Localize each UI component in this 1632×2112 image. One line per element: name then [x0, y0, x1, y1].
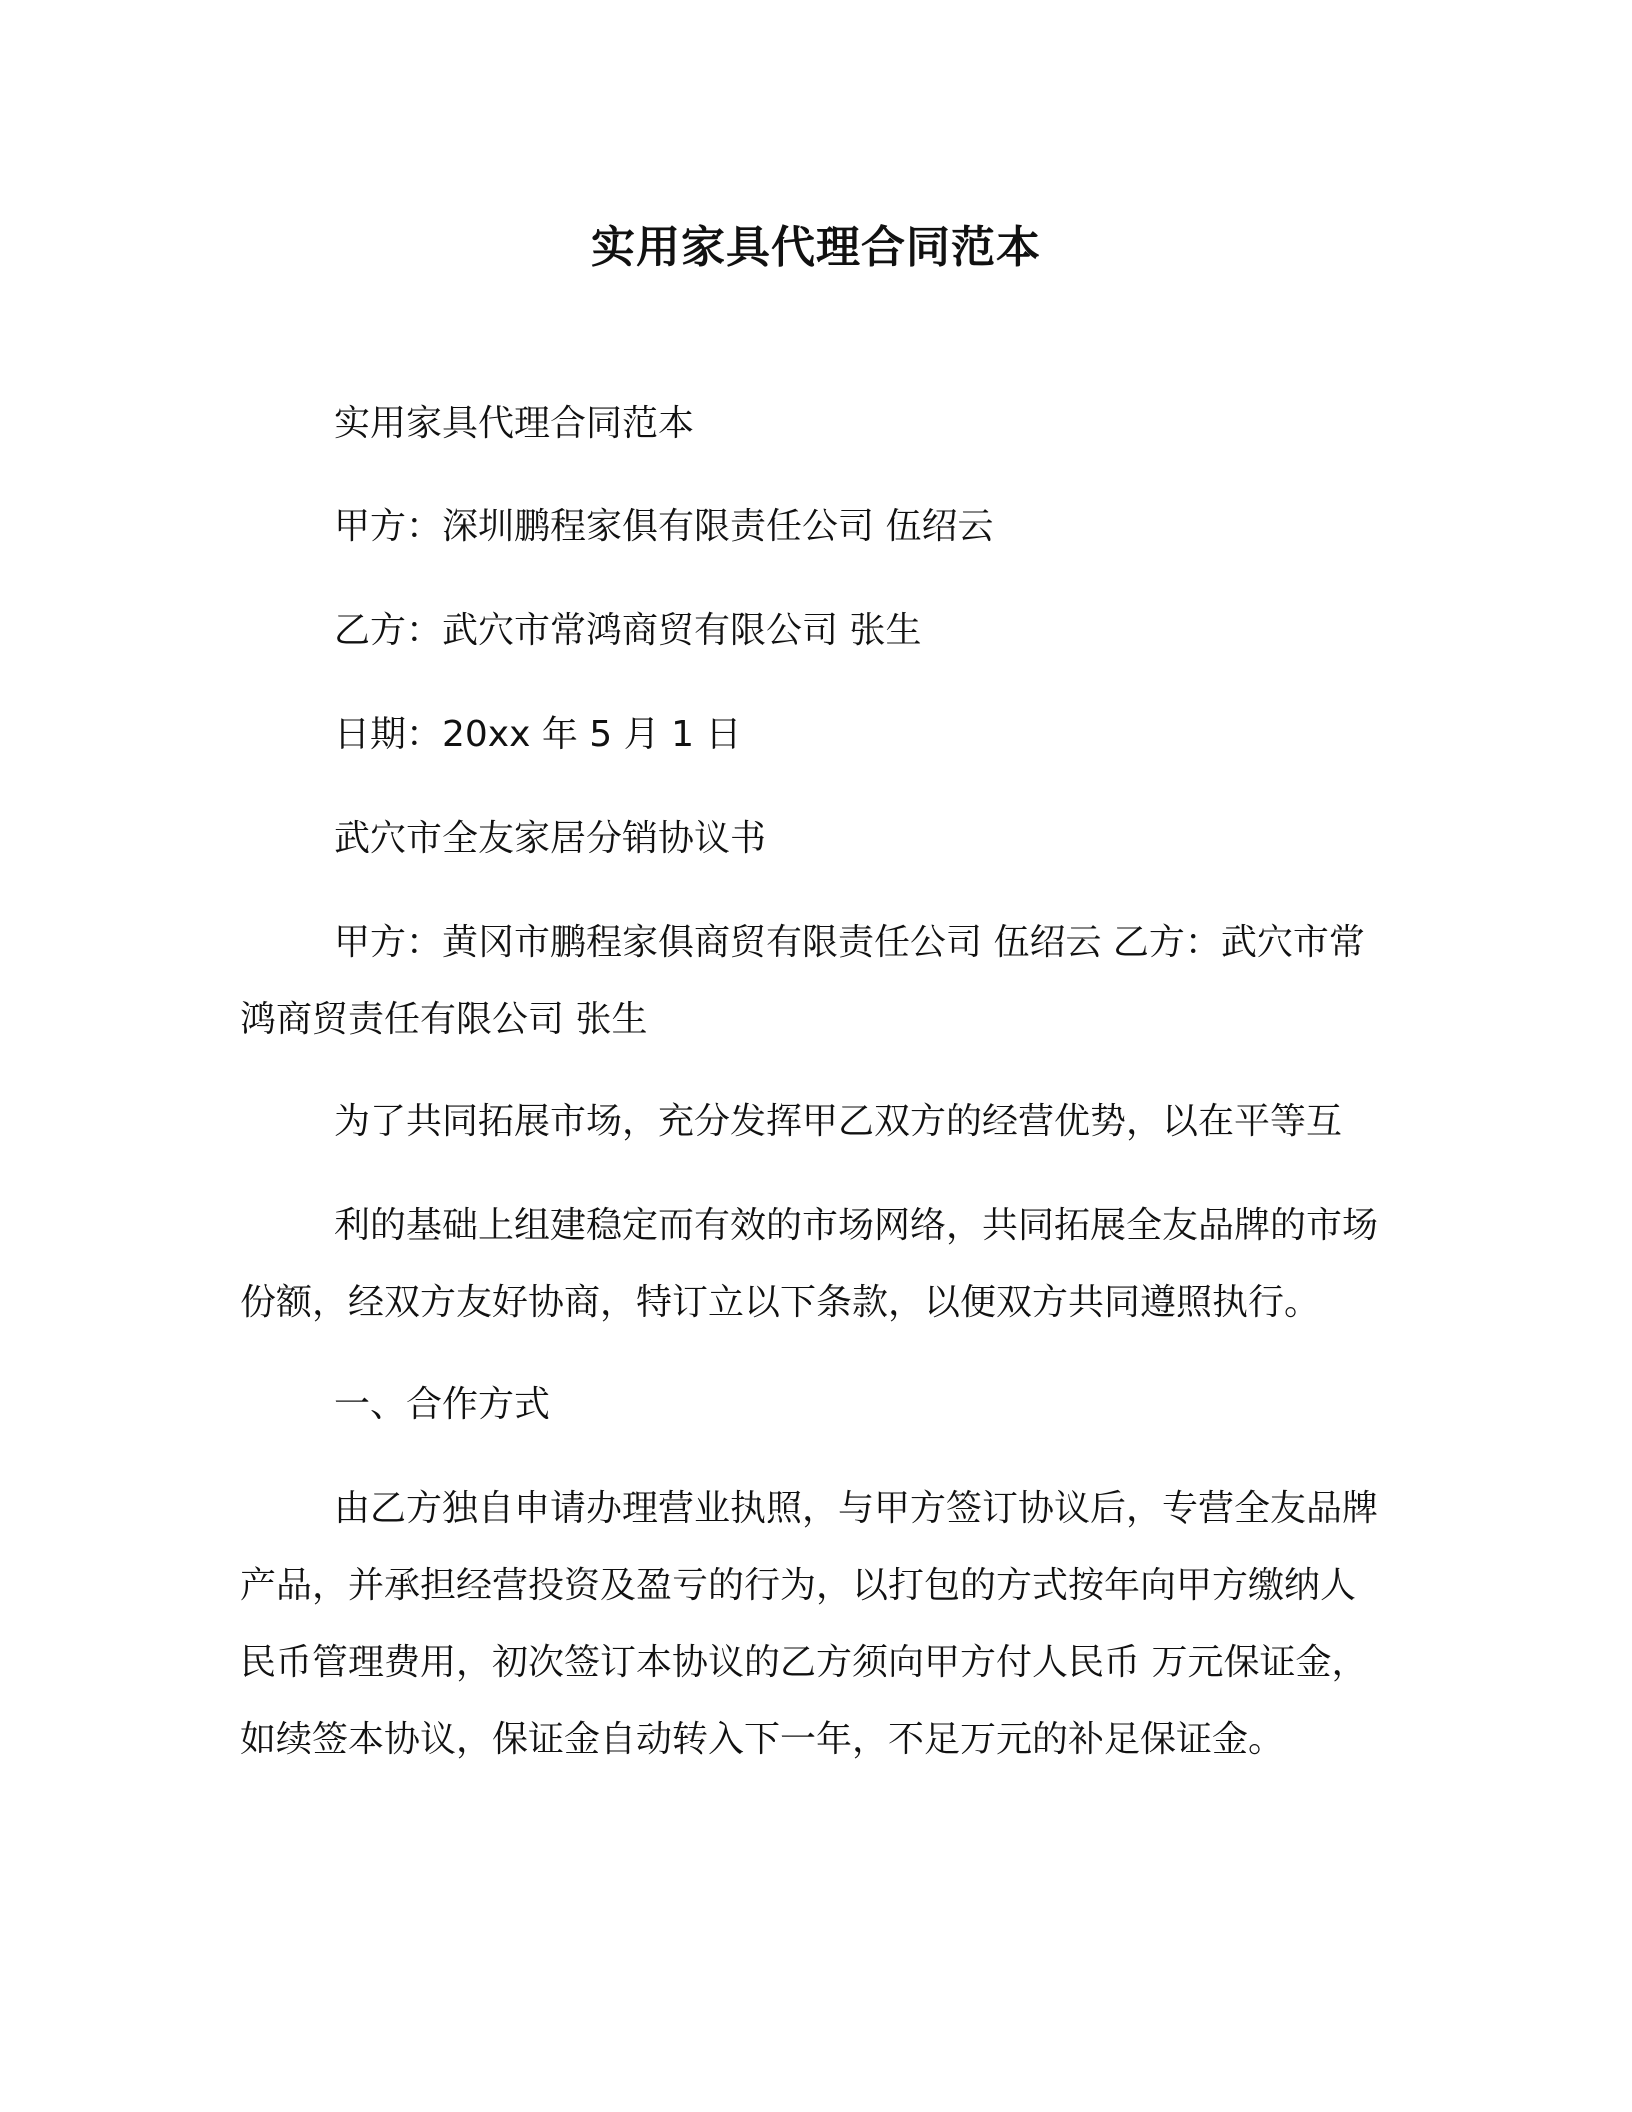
- paragraph-cooperation-body: 由乙方独自申请办理营业执照，与甲方签订协议后，专营全友品牌产品，并承担经营投资及盈亏的行为，以打包的方式按年向甲方缴纳人民币管理费用，初次签订本协议的乙方须向甲方付人民币 万元保证金，如续签本协议，保证金自动转入下一年，不足万元的补足保证金。: [240, 1488, 1379, 1760]
- paragraph-party-a: 甲方：深圳鹏程家俱有限责任公司 伍绍云: [334, 506, 994, 547]
- paragraph-purpose-intro: 为了共同拓展市场，充分发挥甲乙双方的经营优势，以在平等互: [334, 1101, 1343, 1142]
- paragraph-purpose-body: 利的基础上组建稳定而有效的市场网络，共同拓展全友品牌的市场份额，经双方友好协商，特订立以下条款，以便双方共同遵照执行。: [240, 1205, 1379, 1323]
- document-title: 实用家具代理合同范本: [591, 222, 1041, 273]
- paragraph-subtitle: 实用家具代理合同范本: [334, 403, 695, 444]
- paragraph-date: 日期：20xx 年 5 月 1 日: [334, 714, 742, 755]
- paragraph-agreement-title: 武穴市全友家居分销协议书: [334, 818, 767, 859]
- section-heading-cooperation: 一、合作方式: [334, 1384, 551, 1425]
- paragraph-party-b: 乙方：武穴市常鸿商贸有限公司 张生: [334, 610, 922, 651]
- paragraph-parties: 甲方：黄冈市鹏程家俱商贸有限责任公司 伍绍云 乙方：武穴市常鸿商贸责任有限公司 张生: [240, 922, 1365, 1040]
